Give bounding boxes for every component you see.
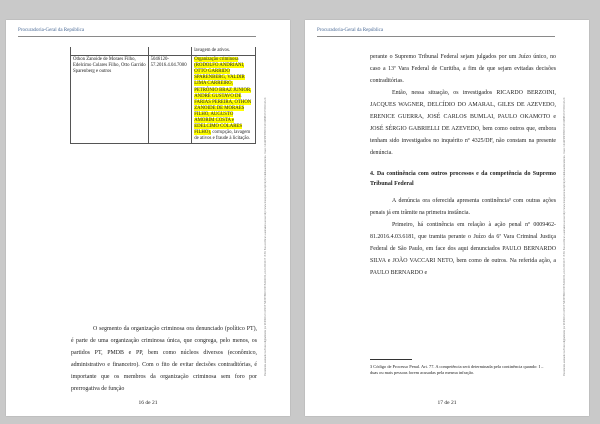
body-text: [370, 51, 556, 279]
table-row: [71, 47, 256, 56]
header-divider: [317, 36, 555, 37]
paragraph: Então, nessa situação, os investigados RICARDO BERZOINI, JACQUES WAGNER, DELCÍDIO DO AMARAL, GILES DE AZEVEDO, ERENICE GUERRA, JOSÉ CARLOS BUMLAI, PAULO OKAMOTO e JOSÉ SÉRGIO GABRIELLI DE AZEVEDO, bem como outros que, embora tenham sido investigados no inquérito nº 4325/DF, não constam na presente denúncia.: [370, 90, 556, 156]
page-16: [6, 20, 290, 416]
signature-note: Documento assinado via Token digitalmente por RODRIGO JANOT MONTEIRO DE BARROS, em 01/09/2017 15:38. Para verificar a assinatura acesse http://www.transparencia.mpf.mp.br/validacaodocumento. Chave C4A4F43F.B5D7A3A5.6E8B1E1F.9D2C4A10: [563, 97, 566, 376]
table-row: [71, 56, 256, 144]
table-cell-description: [192, 56, 256, 144]
page-number: 16 de 21: [138, 400, 158, 406]
paragraph: Primeiro, há continência em relação à ação penal nº 0009462-81.2016.4.03.6181, que tramita perante o Juízo da 6ª Vara Criminal Justiça Federal de São Paulo, em face dos aqui denunciados PAULO BERNARDO SILVA e JOÃO VACCARI NETO, bem como de outros. Na referida ação, a PAULO BERNARDO e: [370, 222, 556, 276]
footnote: 3 Código de Processo Penal. Art. 77. A competência será determinada pela continência quando: I – duas ou mais pessoas forem acusadas pela mesma infração.: [370, 364, 544, 375]
paragraph: perante o Supremo Tribunal Federal sejam julgados por um Juízo único, no caso a 13ª Vara Federal de Curitiba, a fim de que sejam evitadas decisões contraditórias.: [370, 54, 556, 84]
page-header: Procuradoria-Geral da República: [317, 28, 384, 33]
highlighted-text: Organização criminosa (RODOLFO ANDRIANI, OTTO GARRIDO SPARENBERG, VALDIR LIMA CARREIRO, PETRÔNIO BRAZ JUNIOR, ANDRÉ GUSTAVO DE FARIAS PEREIRA, OTHON ZANOIDE DE MORAES FILHO, AUGUSTO AMORIM COSTA e EDELCIMO COLARES FILHO),: [194, 57, 252, 136]
process-table: [70, 47, 256, 144]
table-cell-process: 5046120-57.2016.4.04.7000: [148, 56, 192, 144]
table-cell: lavagem de ativos.: [192, 47, 256, 56]
table-cell-names: Othon Zanoide de Moraes Filho, Edelcimo Colares Filho, Otto Garrido Sparenberg e outros: [71, 56, 149, 144]
page-17: [305, 20, 589, 416]
description-text: corrupção, lavagem de ativos e fraude à licitação.: [194, 130, 251, 142]
page-header: Procuradoria-Geral da República: [18, 28, 85, 33]
signature-note: Documento assinado via Token digitalmente por RODRIGO JANOT MONTEIRO DE BARROS, em 01/09/2017 15:38. Para verificar a assinatura acesse http://www.transparencia.mpf.mp.br/validacaodocumento. Chave C4A4F43F.B5D7A3A5.6E8B1E1F.9D2C4A10: [264, 97, 267, 376]
page-number: 17 de 21: [437, 400, 457, 406]
footnote-divider: [370, 359, 412, 360]
section-heading: 4. Da continência com outros processos e da competência do Supremo Tribunal Federal: [370, 171, 556, 187]
paragraph: A denúncia ora oferecida apresenta continência³ com outras ações penais já em trâmite na primeira instância.: [370, 198, 556, 216]
header-divider: [18, 36, 256, 37]
body-text: [71, 323, 257, 395]
paragraph: O segmento da organização criminosa ora denunciado (político PT), é parte de uma organização criminosa única, que congrega, pelo menos, os partidos PT, PMDB e PP, bem como núcleos diversos (econômico, administrativo e financeiro). Com o fito de evitar decisões contraditórias, é importante que os membros da organização criminosa sem foro por prerrogativa de função: [71, 326, 257, 392]
